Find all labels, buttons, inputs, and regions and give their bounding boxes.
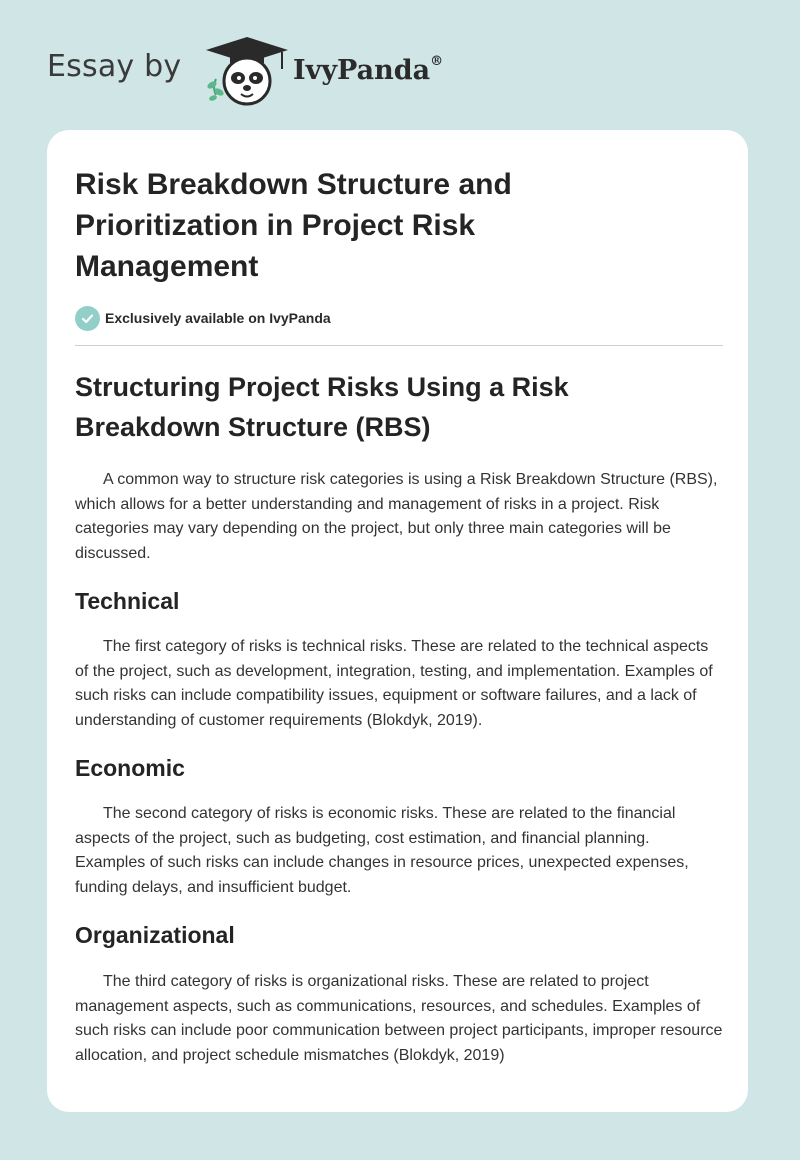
essay-card xyxy=(47,130,748,1112)
check-circle-icon xyxy=(75,306,100,331)
paragraph-economic: The second category of risks is economic risks. These are related to the financial aspects of the project, such as budgeting, cost estimation, and financial planning. Examples of such risks can include changes in resource prices, unexpected expenses, funding delays, and insufficient budget. xyxy=(75,805,689,897)
section-heading: Structuring Project Risks Using a Risk Breakdown Structure (RBS) xyxy=(75,372,569,442)
subheading-technical: Technical xyxy=(75,588,180,614)
registered-mark: ® xyxy=(430,54,444,69)
subheading-organizational: Organizational xyxy=(75,922,235,948)
panda-graduate-icon xyxy=(202,35,292,110)
intro-paragraph: A common way to structure risk categories is using a Risk Breakdown Structure (RBS), which allows for a better understanding and management of risks in a project. Risk categories may vary depending on the project, but only three main categories will be discussed. xyxy=(75,471,718,563)
essay-by-label: Essay by xyxy=(47,49,182,84)
site-header xyxy=(47,35,547,115)
paragraph-organizational: The third category of risks is organizational risks. These are related to project management aspects, such as communications, resources, and schedules. Examples of such risks can include poor communication between project participants, improper resource allocation, and project schedule mismatches (Blokdyk, 2019) xyxy=(75,973,723,1065)
page-title: Risk Breakdown Structure and Prioritization in Project Risk Management xyxy=(75,168,512,283)
brand-name[interactable]: IvyPanda® xyxy=(293,54,444,86)
divider xyxy=(75,345,723,346)
badge-label: Exclusively available on IvyPanda xyxy=(105,310,331,326)
subheading-economic: Economic xyxy=(75,755,185,781)
paragraph-technical: The first category of risks is technical risks. These are related to the technical aspects of the project, such as development, integration, testing, and implementation. Examples of such risks can include compatibility issues, equipment or software failures, and a lack of understanding of customer requirements (Blokdyk, 2019). xyxy=(75,638,713,730)
exclusive-badge xyxy=(75,305,331,331)
